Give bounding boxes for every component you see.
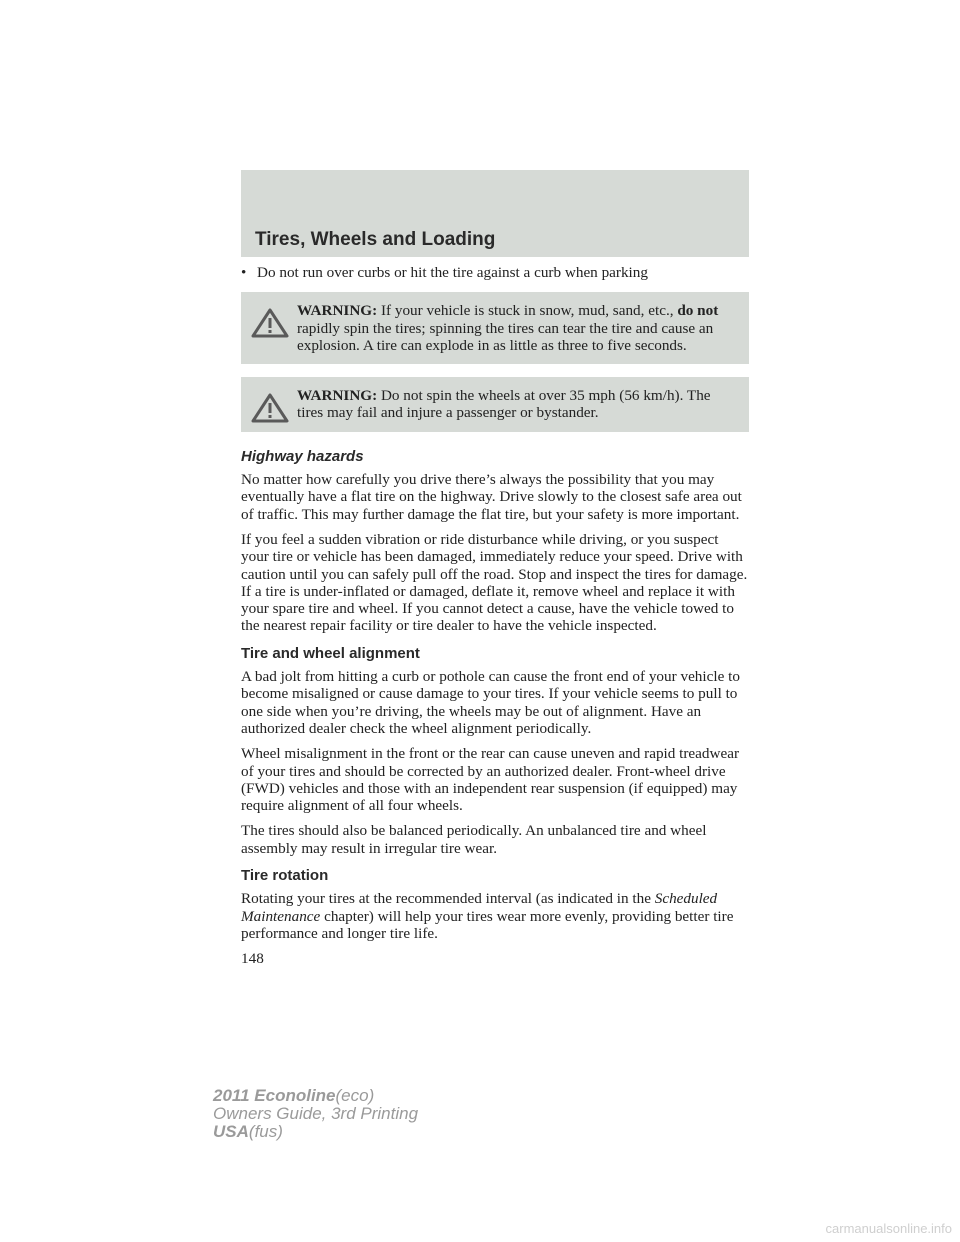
warning-text — [247, 387, 739, 422]
paragraph — [241, 890, 749, 942]
warning-box-stuck — [241, 292, 749, 364]
warning-box-spin — [241, 377, 749, 432]
footer-market-code: (fus) — [248, 1122, 283, 1141]
section-title: Tires, Wheels and Loading — [255, 229, 496, 250]
warning-label: WARNING: — [297, 302, 378, 320]
warning-text — [247, 302, 739, 354]
scheduled-maintenance-reference: Scheduled Maintenance — [241, 890, 718, 925]
footer-model-code: (eco) — [335, 1086, 375, 1105]
bullet-text: Do not run over curbs or hit the tire against a curb when parking — [257, 264, 648, 281]
rotation-text-before: Rotating your tires at the recommended interval (as indicated in the — [241, 890, 651, 908]
watermark: carmanualsonline.info — [825, 1221, 952, 1236]
paragraph: If you feel a sudden vibration or ride disturbance while driving, or you suspect your tire or vehicle has been damaged, immediately reduce your speed. Drive with caution until you can safely pull off the road. Stop and inspect the tires for damage. If a tire is under-inflated or damaged, deflate it, remove wheel and replace it with your spare tire and wheel. If you cannot detect a cause, have the vehicle towed to the nearest repair facility or tire dealer to have the vehicle inspected. — [241, 530, 748, 635]
warning-triangle-icon — [251, 308, 289, 338]
bullet-item — [241, 264, 749, 281]
page-content — [241, 264, 749, 968]
warning-triangle-icon — [251, 393, 289, 423]
paragraph: A bad jolt from hitting a curb or pothole can cause the front end of your vehicle to become misaligned or cause damage to your tires. If your vehicle seems to pull to one side when you’re driving, the wheels may be out of alignment. Have an authorized dealer check the wheel alignment periodically. — [241, 668, 740, 737]
warning-text-after: rapidly spin the tires; spinning the tires can tear the tire and cause an explosion. A tire can explode in as little as three to five seconds. — [297, 319, 714, 354]
heading-highway-hazards: Highway hazards — [241, 447, 364, 465]
warning-emphasis: do not — [677, 302, 719, 320]
section-header-band — [241, 170, 749, 257]
warning-body: Do not spin the wheels at over 35 mph (56 km/h). The tires may fail and injure a passenger or bystander. — [297, 387, 711, 422]
footer-line-market — [213, 1123, 418, 1141]
rotation-text-after: chapter) will help your tires wear more evenly, providing better tire performance and longer tire life. — [241, 907, 734, 942]
page-number: 148 — [241, 950, 264, 968]
bullet-marker: • — [241, 264, 247, 281]
heading-tire-wheel-alignment: Tire and wheel alignment — [241, 644, 420, 662]
heading-tire-rotation: Tire rotation — [241, 867, 329, 885]
warning-text-before: If your vehicle is stuck in snow, mud, sand, etc., — [380, 302, 674, 320]
document-footer — [213, 1087, 418, 1141]
footer-market: USA — [213, 1122, 249, 1141]
paragraph: No matter how carefully you drive there’s always the possibility that you may eventually have a flat tire on the highway. Drive slowly to the closest safe area out of traffic. This may further damage the flat tire, but your safety is more important. — [241, 471, 742, 523]
footer-model: 2011 Econoline — [213, 1086, 336, 1105]
footer-line-model — [213, 1087, 418, 1105]
paragraph: Wheel misalignment in the front or the rear can cause uneven and rapid treadwear of your tires and should be corrected by an authorized dealer. Front-wheel drive (FWD) vehicles and those with an independent rear suspension (if equipped) may require alignment of all four wheels. — [241, 745, 740, 815]
paragraph: The tires should also be balanced periodically. An unbalanced tire and wheel assembly may result in irregular tire wear. — [241, 822, 707, 857]
footer-line-printing: Owners Guide, 3rd Printing — [213, 1104, 419, 1123]
warning-label: WARNING: — [297, 387, 378, 405]
